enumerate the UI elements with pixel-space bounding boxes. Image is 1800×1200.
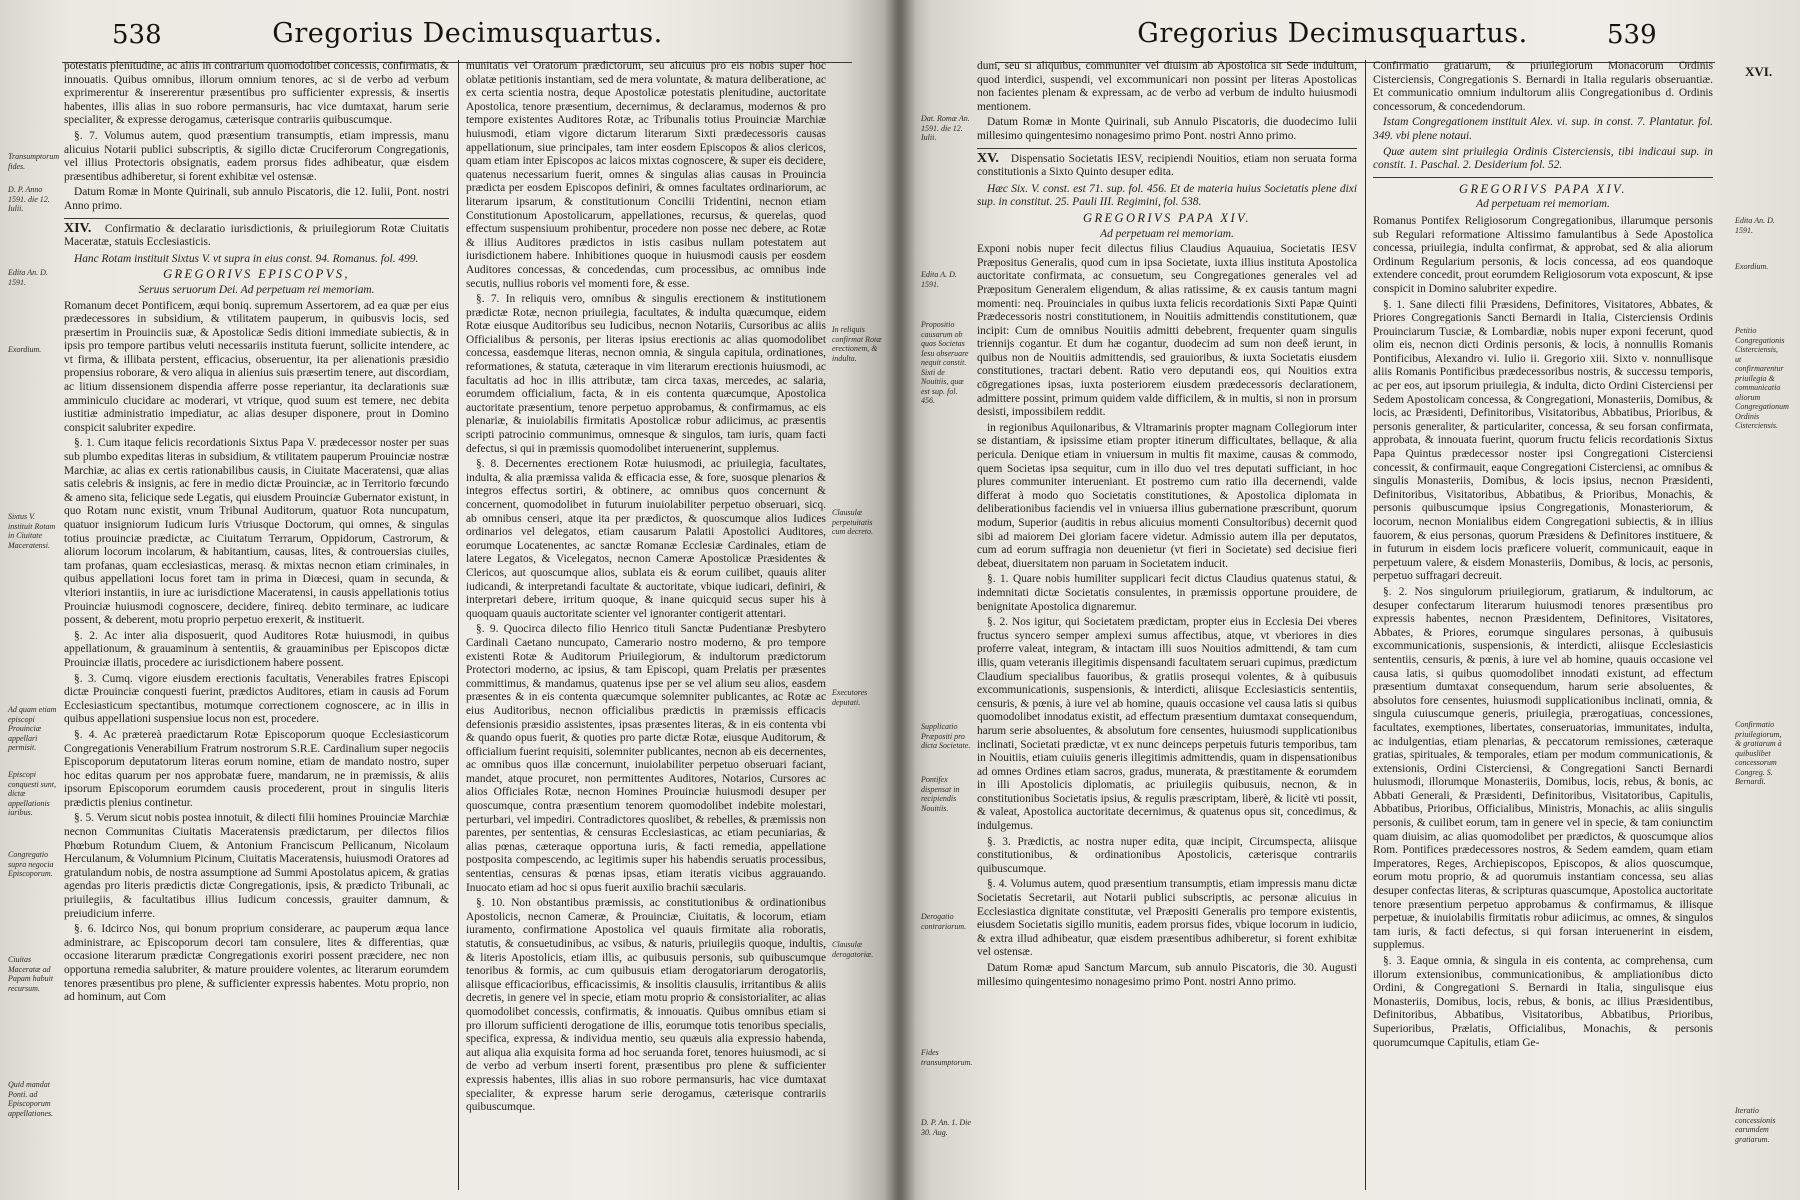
papal-subheading: Ad perpetuam rei memoriam. — [1100, 227, 1234, 240]
paragraph: §. 9. Quocirca dilecto filio Henrico tituli Sanctæ Pudentianæ Presbytero Cardinali Caetano nuncupato, Camerario nostro moderno, & pro tempore existenti Rotæ & Auditorum Priuilegiorum, & indultorum prædictorum Protectori moderno, ac ipsius, & tam Episcopi, quam Prelatis per præsentes committimus, & mandamus, quatenus ipse per se vel alium seu alios, easdem præsentes & in eis contenta quæcumque solemniter publicantes, ac Rotæ ac eius Auditoribus, necnon officialibus prædictis in præmissis efficacis defensionis præsidio assistentes, ipsas præsentes literas, & in eis contenta vbi & quando opus fuerit, & quoties pro parte dictæ Rotæ, eiusque Auditorum, & officialium fuerint requisiti, solemniter publicantes, necnon ab eis decernentes, ac omnibus quos illæ concernunt, inuiolabiliter perpetuo obseruari faciant, mandet, atque procuret, non permittentes Auditores, Notarios, Cursores ac alios Officiales Rotæ, necnon Homines Prouinciæ huiusmodi desuper per quoscumque, contra præsentium tenorem quomodolibet indebite molestari, perturbari, vel impediri. Contradictores quoslibet, & rebelles, & præmissis non parentes, per sententias, & censuras Ecclesiasticas, ac etiam pecuniarias, & alias pœnas, cæteraque opportuna iuris, & facti remedia, appellatione postposita compescendo, ac legitimis super his habendis seruatis processibus, sententias, censuras & pœnas ipsas, etiam iteratis vicibus aggrauando. Inuocato etiam ad hoc si opus fuerit auxilio brachii sæcularis. — [466, 623, 826, 894]
section-note: Istam Congregationem instituit Alex. vi. sup. in const. 7. Plantatur. fol. 349. vbi plene notaui. — [1373, 116, 1713, 142]
right-running-head — [895, 18, 1800, 58]
margin-note: Ciuitas Maceratæ ad Papam habuit recursum. — [8, 955, 54, 993]
left-page-number: 538 — [112, 20, 162, 50]
right-page-column-2 — [1373, 60, 1713, 1052]
paragraph: §. 3. Prædictis, ac nostra nuper edita, quæ incipit, Circumspecta, aliisque constitutionibus, & ordinationibus Apostolicis, cæterisque contrariis quibuscumque. — [977, 835, 1357, 875]
margin-note: Edita A. D. 1591. — [921, 270, 957, 289]
section-xiv-header — [64, 218, 449, 250]
column-divider — [458, 60, 459, 1190]
column-divider — [1365, 60, 1366, 1190]
paragraph: Romanum decet Pontificem, æqui boniq. supremum Assertorem, ad ea quæ per eius prædecessores in subsidium, & vtilitatem pauperum, in quibusvis locis, sed præsertim in Prouinciis suæ, & Apostolicæ Sedis ditioni immediate subiectis, & in ipsis pro tempore partibus veluti necessariis instituta fuerunt, sollicite intendere, ac vt firma, & illibata perstent, efficacius, obseruentur, ita per alienationis præsidio propensius roborare, & vero aliqua in alienius suis præsertim tenere, aut discordiam, ac litium dissensionem dispendia afferre posse reperiantur, ita declarationis suæ amminiculo clucidare ac moderari, vt vtrique, quod suum est temere, nec debita iustitiæ administratio impediatur, ac alias desuper disponere, prout in Domino conspicit salubriter expedire. — [64, 299, 449, 434]
margin-note: Exordium. — [8, 345, 42, 354]
paragraph: §. 2. Nos igitur, qui Societatem prædictam, propter eius in Ecclesia Dei vberes fructus syncero semper amplexi sumus affectibus, atque, vt vberiores in dies proferre valeat, integram, & intactam illi suos Nouitios admittendi, & tam cum illis, quam veteranis illegitimis dispensandi facultatem seruari cupimus, prædictum Claudium specialibus fauoribus, & gratiis prosequi volentes, & à quibusuis excommunicationis, suspensionis, & interdicti, aliisque Ecclesiasticis sententiis, censuris, & pœnis, à iure vel ab homine, quauis occasione vel causa latis si quibus quomodolibet innodatus existit, ad effectum præsentium dumtaxat consequendum, harum serie absoluentes, & absolutum fore censentes, huiusmodi supplicationibus inclinati, Societati prædictæ, vt ex nunc deinceps perpetuis futuris temporibus, tam in Nouitiis, etiam cuiuiis generis illegitimis admittendis, quam in dispensationibus ad omnes Ordines etiam sacros, gradus, munerata, & præstitamente & eorumdem in illi Apostolicis diplomatis, ac priuilegiis quibusuis, necnon, & in constitutionibus Societatis ipsius, & regulis præscriptam, liberè, & licitè vti possit, & valeat, Apostolica auctoritate decernimus, & quatenus opus sit, concedimus, & indulgemus. — [977, 616, 1357, 833]
margin-note: Dat. Romæ An. 1591. die 12. Iulii. — [921, 114, 970, 142]
papal-heading: GREGORIVS PAPA XIV. — [1459, 181, 1627, 196]
section-number: XVI. — [1745, 64, 1773, 79]
margin-note: Exordium. — [1735, 262, 1769, 271]
paragraph: §. 6. Idcirco Nos, qui bonum proprium considerare, ac pauperum æqua lance administrare, ac Episcoporum decori tam consulere, lites & differentias, quæ occasione literarum prædictæ Congregationis exoriri possent præcidere, nec non opportuna remedia salubriter, & mature prouidere volentes, ac literarum eorumdem tenores præsentibus pro plene, & sufficienter expressis habentes. Motu proprio, non ad hominum, aut Com — [64, 923, 449, 1004]
right-running-title: Gregorius Decimusquartus. — [1137, 18, 1528, 49]
margin-note: Propositio causarum ob quas Societas Iesu obseruare nequit constit. Sixti de Nouitiis, quæ est sup. fol. 456. — [921, 320, 969, 405]
left-page-column-1 — [64, 60, 449, 1007]
paragraph: §. 7. Volumus autem, quod præsentium transumptis, etiam impressis, manu alicuius Notarii publici subscriptis, & sigillo dictæ Cruciferorum Congregationis, vel illius Protectoris obsignatis, eadem prorsus fides adhibeatur, quæ eisdem præsentibus adhiberetur, si forent exhibitæ vel ostensæ. — [64, 129, 449, 183]
section-note: Hæc Six. V. const. est 71. sup. fol. 456. Et de materia huius Societatis plene dixi sup. in constitut. 25. Pauli III. Regimini, fol. 538. — [977, 182, 1357, 209]
section-title: Confirmatio & declaratio iurisdictionis, & priuilegiorum Rotæ Ciuitatis Maceratæ, statuis Ecclesiasticis. — [64, 222, 449, 249]
left-page-column-2 — [466, 60, 826, 1117]
paragraph: Exponi nobis nuper fecit dilectus filius Claudius Aquauiua, Societatis IESV Præpositus Generalis, quod cum in ipsa Societate, iuxta illius instituta Apostolica auctoritate confirmata, ac consuetum, seu Congregationes generales vel ad Præpositum Generalem eligendum, & alias ratissime, & ex causis tantum magni momenti: neq. Prouinciales in quibus iuxta felicis recordationis Sixti Papæ Quinti Prædecessoris nostri constitutionem, in Nouitiis admittendis constitutionem, quæ incipit: Cum de omnibus Nouitiis admitti debebrent, frequenter quam singulis triennijs cogantur. Et dum hæ cogantur, duodecim ad sum non deeß ierunt, in quibus non de Nouitiis admittendis, sed grauioribus, & iuxta Societatis eiusdem constitutiones, tractari debent. Ratio vero deputandi eos, qui Nouitios extra cōgregationes ipsas, iuxta posteriorem eiusdem prædecessoris declarationem, admittere possint, primum quidem valde difficilem, & in multis, si non in prorsum desisti, impossibilem reddit. — [977, 243, 1357, 419]
margin-note: Edita An. D. 1591. — [8, 268, 48, 287]
section-title: Dispensatio Societatis IESV, recipiendi Nouitios, etiam non seruata forma constitutionis a Sixto Quinto desuper edita. — [977, 152, 1357, 179]
paragraph: §. 8. Decernentes erectionem Rotæ huiusmodi, ac priuilegia, facultates, indulta, & alia præmissa valida & efficacia esse, & fore, suosque plenarios & integros effectus sortiri, & obtinere, ac omnibus quos concernunt & concernent, quomodolibet in futurum inuiolabiliter perpetuo obseruari, sicq. ab omnibus censeri, atque ita per prædictos, & quoscumque alios Iudices ordinarios vel delegatos, etiam causarum Palatii Apostolici Auditores, eorumque Locatenentes, ac sanctæ Romanæ Ecclesiæ Cardinales, etiam de latere Legatos, & Vicelegatos, necnon Cameræ Apostolicæ Præsidentes & Clericos, aut quoscumque alios, sublata eis & eorum cuilibet, quauis aliter iudicandi, & interpretandi facultate & auctoritate, vbique iudicari, definiri, & interpretari debere, irritum quoque, & inane quicquid secus super his à quoquam quauis auctoritate scienter vel ignoranter contigerit attentari. — [466, 458, 826, 620]
paragraph: Romanus Pontifex Religiosorum Congregationibus, illarumque personis sub Regulari reformatione Altissimo famulantibus à Sede Apostolica concessa, priuilegia, indulta confirmat, & approbat, sed & alia aliorum Ordinum Regularium personis, & locis concessa, ad eos quandoque extendere concedit, prout eorumdem Religiosorum vota exposcunt, & ipse conspicit in Domino salubriter expedire. — [1373, 214, 1713, 295]
paragraph: §. 3. Cumq. vigore eiusdem erectionis facultatis, Venerabiles fratres Episcopi dictæ Prouinciæ conquesti fuerint, prædictos Auditores, etiam in causis ad Forum Ecclesiasticum spectantibus, motumque correctionem cognoscere, ac in illis in quibus appellationi suspensiue locus non est, procedere. — [64, 672, 449, 726]
papal-subheading: Ad perpetuam rei memoriam. — [1476, 198, 1610, 211]
margin-note: Derogatio contrariorum. — [921, 912, 967, 931]
margin-note: Transumptorum fides. — [8, 152, 60, 171]
left-running-head — [0, 18, 895, 58]
margin-note: Executores deputati. — [832, 688, 868, 707]
margin-note: Sixtus V. instituit Rotam in Ciuitate Maceratensi. — [8, 512, 56, 550]
margin-note: Confirmatio priuilegiorum, & gratiarum à quibuslibet concessorum Congreg. S. Bernardi. — [1735, 720, 1782, 786]
section-number: XIV. — [64, 220, 92, 236]
section-title: Confirmatio gratiarum, & priuilegiorum Monacorum Ordinis Cisterciensis, Congregationis S. Bernardi in Italia regularis obseruantiæ. Et communicatio omnium indultorum aliis Congregationibus d. Ordinis concessorum, & concedendorum. — [1373, 60, 1713, 113]
left-running-title: Gregorius Decimusquartus. — [272, 18, 663, 49]
papal-heading: GREGORIVS EPISCOPVS, — [163, 267, 350, 282]
margin-note: Quid mandat Ponti. ad Episcoporum appellationes. — [8, 1080, 54, 1118]
paragraph: §. 4. Ac prætereà praedictarum Rotæ Episcoporum quoque Ecclesiasticorum Congregationis Venerabilium Fratrum nostrorum S.R.E. Cardinalium super negociis Episcoporum deputatorum literas eorum nomine, etiam de mandato nostro, super hoc editas quarum per nos approbatæ fuere, mandarum, ne in præmissis, & aliis ipsorum Episcoporum eorumdem causis procederent, prout in singulis literis prædictis plenius continetur. — [64, 728, 449, 809]
margin-note: D. P. An. 1. Die 30. Aug. — [921, 1118, 971, 1137]
book-spine-shadow — [884, 0, 916, 1200]
margin-note: Iteratio concessionis earumdem gratiarum. — [1735, 1106, 1776, 1144]
section-xv-header — [977, 148, 1357, 180]
papal-heading: GREGORIVS PAPA XIV. — [1083, 210, 1251, 225]
paragraph: in regionibus Aquilonaribus, & Vltramarinis propter magnam Collegiorum inter se distantiam, & ipsissime etiam propter itinerum difficultates, bellaque, & alia pericula. Denique etiam in vniuersum in multis fit maxime, causas & commodo, quem Societas ipsa sequitur, cum in illo duo vel tres deputati sufficiant, in hoc plures communiter interueniant. Et postremo cum ratio illa decernendi, valde differat à modo quo Societatis constitutiones, & Apostolica diplomata in deliberationibus faciendis vel in vniuersa illius gubernatione præscribunt, quorum modum, Superior (auditis in rebus alicuius momenti Consultoribus) decernit quod sibi ad maiorem Dei gloriam facere videtur. Admissio autem illa per deputatos, cum ad eorum suffragia non deuenietur (vt fieri in Societate) sed decisiue fieri debeat, diuersitatem non paruam in Societatem inducit. — [977, 421, 1357, 570]
paragraph: §. 7. In reliquis vero, omnibus & singulis erectionem & institutionem prædictæ Rotæ, necnon priuilegia, facultates, & indulta quæcumque, eidem Rotæ eiusque Auditoribus seu Iudicibus, necnon Notariis, Cursoribus ac aliis Officialibus & personis, per literas ipsius erectionis ac alias quomodolibet concessa, easdemque literas, necnon omnia, & singula capitula, ordinationes, reformationes, & statuta, cæteraque in vim literarum erectionis huiusmodi, ac facultatis ad hoc in illis attributæ, tam circa taxas, mercedes, ac salaria, eorumdem officialium, facta, & in eis contenta quæcumque, Apostolica auctoritate præsentium, tenore perpetuo approbamus, & confirmamus, ac eis plenariæ, & inuiolabilis firmitatis Apostolicæ robur adiicimus, ac præsentis scripti patrocinio communimus, omnesque & singulos, tam iuris, quam facti defectus, si qui in præmissis quomodolibet interuenerint, supplemus. — [466, 293, 826, 455]
right-page-number: 539 — [1607, 20, 1657, 50]
margin-note: Episcopi conquesti sunt, dictæ appellationis iuribus. — [8, 770, 56, 817]
margin-note: Ad quam etiam episcopi Prouinciæ appellari permisit. — [8, 705, 57, 752]
margin-note: Petitio Congregationis Cisterciensis, ut confirmarentur priuilegia & communicatio aliorum Congregationum Ordinis Cisterciensis. — [1735, 326, 1789, 430]
paragraph: munitatis vel Oratorum prædictorum, seu alicuius pro eis nobis super hoc oblatæ petitionis instantiam, sed de mera voluntate, & matura deliberatione, ac ex certa scientia nostra, deque Apostolicæ potestatis plenitudine, auctoritate Apostolica, tenore præsentium, decernimus, & declaramus, modernos & pro tempore existentes Auditores Rotæ, ac Tribunalis totius Prouinciæ Marchiæ huiusmodi, etiam vigore dictarum literarum Sixti prædecessoris causas appellationum, siue principales, tam inter eosdem Episcopos & alios clericos, quam etiam inter Episcopos ac laicos mixtas cognoscere, & super eis decidere, quatenus necessarium fuerit, omnes & singulas alias causas in Prouincia prædicta per eosdem Episcopos definiri, & omnes facultates ordinariorum, ac literarum ipsarum, & constitutionum Concilii Tridentini, necnon etiam Constitutionum Apostolicarum, appellationes, recursus, & querelas, quod effectum suspensiuum prohibentur, procedere non posse nec debere, ac Rotæ & illius Auditores prædictos in istis casibus nullam potestatem aut iurisdictionem habere. Inhibitiones quoque in huiusmodi causis per eosdem Auditores concessas, & concedendas, cum processibus, ac omnibus inde secutis, nullius roboris vel momenti fore, & esse. — [466, 60, 826, 290]
margin-note: In reliquis confirmat Rotæ erectionem, & indulta. — [832, 325, 882, 363]
paragraph: §. 10. Non obstantibus præmissis, ac constitutionibus & ordinationibus Apostolicis, necnon Cameræ, & Prouinciæ, Ciuitatis, & locorum, etiam iuramento, confirmatione Apostolica vel quauis firmitate alia roboratis, statutis, & consuetudinibus, ac vsibus, & naturis, priuilegiis quoque, indultis, & literis Apostolicis, etiam illis, ac quibusuis personis, sub quibuscumque tenoribus & formis, ac cum quibusuis etiam derogatoriarum derogatoriis, aliisque efficacioribus, efficacissimis, & insolitis clausulis, irritantibus & aliis decretis, in genere vel in specie, etiam motu proprio & consistorialiter, ac alias quomodolibet concessis, confirmatis, & innouatis. Quibus omnibus etiam si pro illorum sufficienti derogatione de illis, eorumque totis tenoribus specialis, specifica, expressa, & individua mentio, seu quæuis alia expressio habenda, aut aliqua alia exquisita forma ad hoc seruanda foret, tenores huiusmodi, ac si de verbo ad verbum inserti forent, præsentibus pro plene & sufficienter expressis habentes, illis alias in suo robore permansuris, hac vice dumtaxat specialiter, & expresse harum serie derogamus, cæterisque contrariis quibuscumque. — [466, 897, 826, 1114]
margin-note: Supplicatio Præpositi pro dicta Societate. — [921, 722, 971, 750]
section-xvi-header — [1373, 177, 1713, 212]
margin-note: Congregatio supra negocia Episcoporum. — [8, 850, 54, 878]
papal-subheading: Seruus seruorum Dei. Ad perpetuam rei memoriam. — [138, 283, 375, 296]
paragraph: §. 2. Ac inter alia disposuerit, quod Auditores Rotæ huiusmodi, in quibus appellationum, & grauaminum à sententiis, & grauaminibus per Episcopos dictæ Prouinciæ illatis, procedere ac iurisdictionem habere possent. — [64, 629, 449, 669]
paragraph: §. 4. Volumus autem, quod præsentium transumptis, etiam impressis manu dictæ Societatis Secretarii, aut Notarii publici subscriptis, ac personæ alicuius in Ecclesiastica dignitate constitutæ, vel Præpositi Generalis pro tempore existentis, eiusdem Societatis sigillo munitis, eadem prorsus fides, vbique locorum in iudicio, & extra illud adhibeatur, quæ eisdem præsentibus adhiberetur, si forent exhibitæ vel ostensæ. — [977, 878, 1357, 959]
margin-note: Clausulæ derogatoriæ. — [832, 940, 874, 959]
section-number: XV. — [977, 150, 999, 166]
margin-note: D. P. Anno 1591. die 12. Iulii. — [8, 185, 50, 213]
right-page-column-1 — [977, 60, 1357, 991]
left-page — [0, 0, 895, 1200]
paragraph: §. 2. Nos singulorum priuilegiorum, gratiarum, & indultorum, ac desuper confectarum literarum huiusmodi tenores præsentibus pro expressis habentes, necnon Præsidentem, Definitores, Visitatores, Abbates, & Priores, eorumque singulares personas, à quibusuis excommunicationis, suspensionis, & interdicti, aliisque Ecclesiasticis sententiis, censuris, & pœnis, à iure vel ab homine, quauis occasione vel causa latis, si quibus quomodolibet innodati existunt, ad effectum præsentium dumtaxat consequendum, harum serie absoluentes, & absolutos fore censentes, huiusmodi supplicationibus inclinati, omnia, & singula cuiuscumque generis, priuilegia, prærogatiuas, concessiones, facultates, exemptiones, libertates, conseruatorias, immunitates, indulta, ac indulgentias, etiam plenarias, & peccatorum remissiones, cæteraque gratias, spirituales, & temporales, etiam per modum communicationis, & extensionis, Ordini Cisterciensi, & Congregationi Sancti Bernardi huiusmodi, illorumque Monasteriis, Domibus, locis, rebus, & bonis, ac Abbati Generali, & Præsidenti, Definitoribus, Visitatoribus, Capitulis, Abbatibus, Prioribus, Officialibus, Ministris, Monachis, ac aliis singulis personis, & cuilibet eorum, tam in genere vel in specie, & tam coniunctim quam diuisim, ac alias quomodolibet per prædictos, & quoscumque alios Rom. Pontifices prædecessores nostros, & Sedem eamdem, quam etiam Imperatores, Reges, Archiepiscopos, Episcopos, & alios quoscumque, eorum motu proprio, & ad quorumuis instantiam concessa, seu alias desuper confectas literas, & scripturas quascumque, Apostolica auctoritate tenore præsentium perpetuo approbamus & confirmamus, & illisque perpetuæ, & inuiolabilis firmitatis robur adiicimus, ac omnes, & singulos tam iuris, & facti defectus, si qui forsan interuenerint in eisdem, supplemus. — [1373, 585, 1713, 952]
dating-clause: Datum Romæ in Monte Quirinali, sub Annulo Piscatoris, die duodecimo Iulii millesimo quingentesimo nonagesimo primo Pont. nostri Anno primo. — [977, 116, 1357, 142]
dating-clause: Datum Romæ in Monte Quirinali, sub annulo Piscatoris, die 12. Iulii, Pont. nostri Anno primo. — [64, 186, 449, 212]
section-note: Quæ autem sint priuilegia Ordinis Cisterciensis, tibi indicaui sup. in constit. 1. Paschal. 2. Desiderium fol. 52. — [1373, 145, 1713, 172]
paragraph: §. 1. Cum itaque felicis recordationis Sixtus Papa V. prædecessor noster per suas sub plumbo expeditas literas in subsidium, & vtilitatem pauperum Prouinciæ nostræ Marchiæ, ac alias ex certis rationabilibus causis, in Ciuitate Maceratensi, quæ alias satis celebris & insignis, ac fere in medio dictæ Prouinciæ, ac in Territorio fœcundo & ameno sita, felicique sede Legatis, qui eiusdem Prouinciæ Gubernator existunt, in quo Rotam nunc existit, vnum Tribunal Auditorum, quatuor Rota nuncupatum, quatuor insigniorum Iudicum Iuris Vtriusque Doctorum, qui omnes, & singulas totius prouinciæ prædictæ, ac Ciuitatum Terrarum, Oppidorum, Castrorum, & aliorum locorum incolarum, & habitantium, causas, lites, & controuersias ciuiles, tam profanas, quam ecclesiasticas, merasq. & mixtas necnon etiam criminales, in quibus appellationi locus foret tam in prima in Diœcesi, quam in secunda, & vlteriori instantiis, in iure ac iurisdictione Maceratensi, in causis appellationis totius Prouinciæ huiusmodi cognoscere, decidere, finireq. debito terminare, ac iudicare possent, & deberent, motu proprio perpetuo erexerit, & instituerit. — [64, 437, 449, 627]
paragraph: §. 1. Quare nobis humiliter supplicari fecit dictus Claudius quatenus statui, & indemnitati dictæ Societatis consulentes, in præmissis opportune prouidere, de benignitate Apostolica dignaremur. — [977, 573, 1357, 613]
paragraph: §. 5. Verum sicut nobis postea innotuit, & dilecti filii homines Prouinciæ Marchiæ necnon Communitas Ciuitatis Maceratensis prædictarum, per dilectos filios Phœbum Rotundum Ciuem, & Antonium Franciscum Pellicanum, Nicolaum Herculanum, & Volumnium Picinum, Ciuitatis Maceratensis, huiusmodi Oratores ad gratulandum nobis, de nostra assumptione ad Summi Apostolatus apicem, & gratias agendas pro literis prædictis dictæ Congregationis, ipsis, & prædicto Tribunali, ac priuilegiis, & facultatibus illius Iudicum concessis, grauiter damnum, & preiudicium inferre. — [64, 812, 449, 920]
right-page — [895, 0, 1800, 1200]
margin-note: Edita An. D. 1591. — [1735, 216, 1775, 235]
paragraph: potestatis plenitudine, ac aliis in contrarium quomodolibet concessis, confirmatis, & innouatis. Quibus omnibus, illorum omnium tenores, ac si de verbo ad verbum exprimerentur & insererentur præsentibus pro sufficienter expressis, & insertis habentes, illis alias in suo robore permansuris, hac vice dumtaxat, harum serie specialiter, & expresse derogamus, cæterisque contrariis quibuscumque. — [64, 60, 449, 127]
paragraph: dum, seu si aliquibus, communiter vel diuisim ab Apostolica sit Sede indultum, quod interdici, suspendi, vel excommunicari non possint per literas Apostolicas non facientes plenam & expressam, ac de verbo ad verbum de indulto huiusmodi mentionem. — [977, 60, 1357, 113]
margin-note: Clausulæ perpetuitatis cum decreto. — [832, 508, 874, 536]
dating-clause: Datum Romæ apud Sanctum Marcum, sub annulo Piscatoris, die 30. Augusti millesimo quingentesimo nonagesimo primo Pont. nostri Anno primo. — [977, 962, 1357, 988]
paragraph: §. 1. Sane dilecti filii Præsidens, Definitores, Visitatores, Abbates, & Priores Congregationis Sancti Bernardi in Italia, Cisterciensis Ordinis Prouinciarum Tusciæ, & Lombardiæ, nobis nuper exponi fecerunt, quod olim eis, necnon dicti Ordinis personis, & locis, à nonnullis Romanis Pontificibus, Alexandro vi. Iulio ii. Gregorio xiii. Sixto v. nonnullisque aliis Romanis Pontificibus prædecessoribus nostris, & successu temporis, ac per eos, aut ipsorum priuilegia, & indulta, dicto Ordini Cisterciensi per Sedem Apostolicam concessa, & Congregationi, Monasteriis, Domibus, & locis, ac Præsidenti, Definitoribus, Visitatoribus, Abbatibus, Prioribus, & personis generaliter, & particulariter, concessa, & seu forsan confirmata, approbata, & innouata fuerint, quorum fructu felicis recordationis Sixtus Papa Quintus prædecessor noster ipsi Congregationi Cisterciensi concessit, & confirmauit, eaque Congregationi Cisterciensi, ac omnibus & singulis Monasteriis, Domibus, & locis ipsius, necnon Præsidenti, Definitoribus, Visitatoribus, Abbatibus, & Prioribus, Monachis, & personis quibuscumque ipsius Congregationis, Monasteriorum, & locorum, necnon Monialibus eidem Congregationi subiectis, & in illius fauorem, & eius personas, quorum Præsidens & Definitores instituere, & in futurum in eisdem locis præficere voluerit, communicauit, eaque in perpetuum valere, & eisdem Monasteriis, Domibus, & locis, ac personis, perpetuo suffragari decreuit. — [1373, 298, 1713, 583]
section-note: Hanc Rotam instituit Sixtus V. vt supra in eius const. 94. Romanus. fol. 499. — [74, 252, 419, 265]
paragraph: §. 3. Eaque omnia, & singula in eis contenta, ac comprehensa, cum illorum extensionibus, communicationibus, & ampliationibus dicto Ordini, & Congregationi S. Bernardi in Italia, singulisque eius Monasteriis, Domibus, locis, rebus, & bonis, ac illius Præsidentibus, Definitoribus, Abbatibus, Visitatoribus, Abbatibus, Prioribus, Superioribus, Prælatis, Officialibus, Monachis, & personis quorumcumque Capitulis, etiam Ge- — [1373, 955, 1713, 1049]
margin-note: Fides transumptorum. — [921, 1048, 973, 1067]
margin-note: Pontifex dispensat in recipiendis Nouitiis. — [921, 775, 960, 813]
